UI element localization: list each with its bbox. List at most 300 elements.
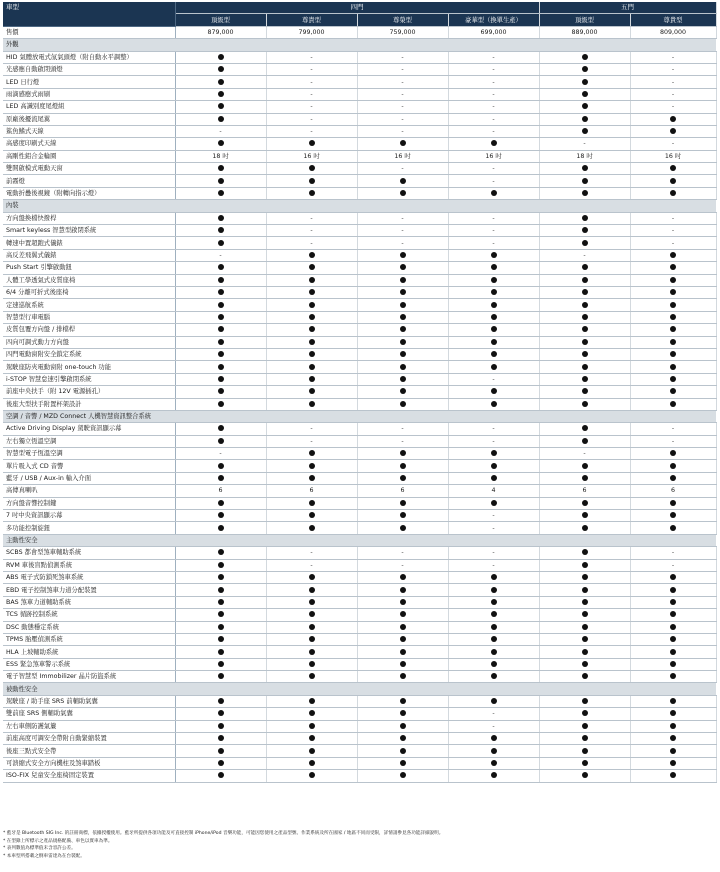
standard-feature-cell bbox=[539, 76, 630, 88]
model-label: 車型 bbox=[3, 2, 175, 26]
standard-dot-icon bbox=[670, 165, 676, 171]
standard-dot-icon bbox=[582, 760, 588, 766]
dash-mark: - bbox=[671, 425, 675, 433]
not-available-cell bbox=[448, 163, 539, 175]
standard-dot-icon bbox=[400, 661, 406, 667]
standard-feature-cell bbox=[357, 324, 448, 336]
standard-feature-cell bbox=[357, 745, 448, 757]
standard-dot-icon bbox=[670, 673, 676, 679]
standard-feature-cell bbox=[448, 571, 539, 583]
standard-feature-cell bbox=[175, 745, 266, 757]
standard-feature-cell bbox=[448, 733, 539, 745]
standard-dot-icon bbox=[309, 748, 315, 754]
standard-feature-cell bbox=[539, 770, 630, 782]
standard-feature-cell bbox=[630, 274, 716, 286]
standard-feature-cell bbox=[357, 708, 448, 720]
standard-feature-cell bbox=[175, 286, 266, 298]
feature-label: i-STOP 智慧怠速引擎啟閉系統 bbox=[3, 373, 175, 385]
standard-dot-icon bbox=[400, 760, 406, 766]
standard-feature-cell bbox=[448, 596, 539, 608]
dash-mark: - bbox=[492, 53, 495, 61]
dash-mark: - bbox=[310, 53, 313, 61]
standard-dot-icon bbox=[582, 326, 588, 332]
feature-row bbox=[3, 51, 716, 63]
standard-dot-icon bbox=[400, 525, 406, 531]
dash-mark: - bbox=[671, 437, 675, 445]
dash-mark: - bbox=[492, 425, 495, 433]
standard-dot-icon bbox=[582, 165, 588, 171]
spec-value-cell: 6 bbox=[266, 485, 357, 497]
not-available-cell bbox=[448, 225, 539, 237]
standard-dot-icon bbox=[400, 512, 406, 518]
standard-feature-cell bbox=[630, 299, 716, 311]
standard-feature-cell bbox=[175, 621, 266, 633]
standard-feature-cell bbox=[266, 720, 357, 732]
standard-dot-icon bbox=[582, 636, 588, 642]
standard-dot-icon bbox=[582, 562, 588, 568]
not-available-cell bbox=[448, 125, 539, 137]
not-available-cell bbox=[357, 423, 448, 435]
feature-label: 單片吸入式 CD 音響 bbox=[3, 460, 175, 472]
not-available-cell bbox=[448, 76, 539, 88]
dash-mark: - bbox=[401, 53, 404, 61]
not-available-cell bbox=[448, 113, 539, 125]
dash-mark: - bbox=[671, 90, 675, 98]
not-available-cell bbox=[448, 212, 539, 224]
dash-mark: - bbox=[671, 549, 675, 557]
standard-dot-icon bbox=[582, 710, 588, 716]
standard-dot-icon bbox=[400, 289, 406, 295]
standard-feature-cell bbox=[266, 757, 357, 769]
standard-feature-cell bbox=[539, 113, 630, 125]
standard-feature-cell bbox=[175, 472, 266, 484]
standard-feature-cell bbox=[539, 522, 630, 534]
standard-feature-cell bbox=[448, 770, 539, 782]
standard-dot-icon bbox=[218, 760, 224, 766]
standard-feature-cell bbox=[539, 101, 630, 113]
dash-mark: - bbox=[492, 90, 495, 98]
feature-label: 智慧型電子恆溫空調 bbox=[3, 448, 175, 460]
standard-dot-icon bbox=[582, 240, 588, 246]
standard-dot-icon bbox=[218, 264, 224, 270]
standard-feature-cell bbox=[539, 274, 630, 286]
standard-feature-cell bbox=[539, 745, 630, 757]
standard-dot-icon bbox=[491, 748, 497, 754]
standard-feature-cell bbox=[539, 460, 630, 472]
feature-row bbox=[3, 125, 716, 137]
standard-feature-cell bbox=[175, 336, 266, 348]
standard-dot-icon bbox=[491, 264, 497, 270]
feature-row bbox=[3, 63, 716, 75]
standard-dot-icon bbox=[670, 624, 676, 630]
standard-feature-cell bbox=[266, 522, 357, 534]
not-available-cell bbox=[448, 435, 539, 447]
not-available-cell bbox=[448, 88, 539, 100]
standard-dot-icon bbox=[582, 289, 588, 295]
standard-feature-cell bbox=[357, 187, 448, 199]
feature-label: 左右車側防護氣簾 bbox=[3, 720, 175, 732]
standard-dot-icon bbox=[309, 190, 315, 196]
section-header bbox=[3, 410, 716, 422]
standard-feature-cell bbox=[175, 720, 266, 732]
feature-label: 方向盤音響控制鍵 bbox=[3, 497, 175, 509]
standard-feature-cell bbox=[539, 262, 630, 274]
standard-feature-cell bbox=[630, 336, 716, 348]
standard-dot-icon bbox=[491, 624, 497, 630]
standard-feature-cell bbox=[448, 497, 539, 509]
feature-row bbox=[3, 646, 716, 658]
standard-feature-cell bbox=[630, 733, 716, 745]
price-value: 759,000 bbox=[357, 26, 448, 38]
standard-dot-icon bbox=[309, 735, 315, 741]
dash-mark: - bbox=[310, 115, 313, 123]
standard-feature-cell bbox=[266, 448, 357, 460]
feature-row bbox=[3, 621, 716, 633]
dash-mark: - bbox=[219, 128, 222, 136]
standard-feature-cell bbox=[266, 770, 357, 782]
standard-dot-icon bbox=[582, 624, 588, 630]
dash-mark: - bbox=[671, 103, 675, 111]
standard-dot-icon bbox=[218, 314, 224, 320]
standard-feature-cell bbox=[175, 88, 266, 100]
price-value: 809,000 bbox=[630, 26, 716, 38]
standard-dot-icon bbox=[400, 698, 406, 704]
feature-label: ABS 電子式防鎖死煞車系統 bbox=[3, 571, 175, 583]
not-available-cell bbox=[448, 522, 539, 534]
standard-feature-cell bbox=[266, 336, 357, 348]
standard-dot-icon bbox=[400, 314, 406, 320]
standard-feature-cell bbox=[175, 547, 266, 559]
feature-label: 高剛性鋁合金輪圈 bbox=[3, 150, 175, 162]
not-available-cell bbox=[539, 448, 630, 460]
standard-dot-icon bbox=[218, 140, 224, 146]
standard-feature-cell bbox=[630, 671, 716, 683]
standard-dot-icon bbox=[400, 723, 406, 729]
standard-feature-cell bbox=[357, 175, 448, 187]
price-value: 889,000 bbox=[539, 26, 630, 38]
standard-feature-cell bbox=[357, 733, 448, 745]
standard-feature-cell bbox=[266, 163, 357, 175]
standard-dot-icon bbox=[670, 636, 676, 642]
feature-label: 電子智慧型 Immobilizer 晶片防盜系統 bbox=[3, 671, 175, 683]
feature-row bbox=[3, 695, 716, 707]
not-available-cell bbox=[448, 510, 539, 522]
standard-dot-icon bbox=[309, 525, 315, 531]
standard-feature-cell bbox=[539, 51, 630, 63]
feature-row bbox=[3, 348, 716, 360]
standard-feature-cell bbox=[630, 497, 716, 509]
standard-feature-cell bbox=[266, 274, 357, 286]
standard-dot-icon bbox=[218, 624, 224, 630]
feature-row bbox=[3, 423, 716, 435]
price-value: 799,000 bbox=[266, 26, 357, 38]
standard-feature-cell bbox=[357, 348, 448, 360]
standard-feature-cell bbox=[630, 658, 716, 670]
standard-dot-icon bbox=[582, 599, 588, 605]
spec-value-cell: 16 吋 bbox=[266, 150, 357, 162]
dash-mark: - bbox=[492, 722, 495, 730]
feature-label: 高感度印刷式天線 bbox=[3, 138, 175, 150]
not-available-cell bbox=[448, 373, 539, 385]
standard-feature-cell bbox=[448, 646, 539, 658]
standard-feature-cell bbox=[175, 299, 266, 311]
dash-mark: - bbox=[219, 450, 222, 458]
standard-feature-cell bbox=[448, 658, 539, 670]
standard-feature-cell bbox=[630, 522, 716, 534]
standard-dot-icon bbox=[670, 599, 676, 605]
feature-row bbox=[3, 596, 716, 608]
standard-dot-icon bbox=[670, 289, 676, 295]
standard-dot-icon bbox=[582, 475, 588, 481]
feature-row bbox=[3, 522, 716, 534]
not-available-cell bbox=[357, 163, 448, 175]
standard-feature-cell bbox=[175, 658, 266, 670]
standard-dot-icon bbox=[670, 264, 676, 270]
standard-dot-icon bbox=[309, 326, 315, 332]
standard-feature-cell bbox=[448, 311, 539, 323]
standard-feature-cell bbox=[175, 671, 266, 683]
standard-dot-icon bbox=[309, 649, 315, 655]
feature-row bbox=[3, 311, 716, 323]
standard-feature-cell bbox=[630, 460, 716, 472]
standard-feature-cell bbox=[630, 720, 716, 732]
standard-feature-cell bbox=[357, 286, 448, 298]
standard-dot-icon bbox=[309, 500, 315, 506]
standard-dot-icon bbox=[218, 79, 224, 85]
standard-dot-icon bbox=[400, 587, 406, 593]
not-available-cell bbox=[175, 249, 266, 261]
standard-feature-cell bbox=[448, 621, 539, 633]
standard-dot-icon bbox=[670, 178, 676, 184]
standard-dot-icon bbox=[582, 364, 588, 370]
standard-feature-cell bbox=[448, 336, 539, 348]
feature-label: 駕駛座 / 助手座 SRS 前輔助氣囊 bbox=[3, 695, 175, 707]
standard-dot-icon bbox=[582, 500, 588, 506]
feature-label: RVM 車後盲點偵測系統 bbox=[3, 559, 175, 571]
standard-dot-icon bbox=[491, 587, 497, 593]
standard-feature-cell bbox=[357, 658, 448, 670]
standard-dot-icon bbox=[670, 661, 676, 667]
standard-dot-icon bbox=[400, 190, 406, 196]
feature-row bbox=[3, 187, 716, 199]
standard-feature-cell bbox=[357, 621, 448, 633]
standard-dot-icon bbox=[218, 525, 224, 531]
standard-feature-cell bbox=[175, 101, 266, 113]
standard-dot-icon bbox=[400, 500, 406, 506]
feature-row bbox=[3, 497, 716, 509]
standard-dot-icon bbox=[218, 425, 224, 431]
standard-dot-icon bbox=[582, 54, 588, 60]
standard-dot-icon bbox=[491, 611, 497, 617]
standard-feature-cell bbox=[448, 274, 539, 286]
standard-dot-icon bbox=[670, 500, 676, 506]
standard-dot-icon bbox=[582, 673, 588, 679]
feature-label: 鯊魚鰭式天線 bbox=[3, 125, 175, 137]
standard-feature-cell bbox=[175, 311, 266, 323]
dash-mark: - bbox=[492, 561, 495, 569]
standard-feature-cell bbox=[448, 671, 539, 683]
standard-dot-icon bbox=[670, 252, 676, 258]
feature-row bbox=[3, 88, 716, 100]
standard-feature-cell bbox=[448, 584, 539, 596]
standard-feature-cell bbox=[539, 237, 630, 249]
trim-header: 頂級型 bbox=[539, 14, 630, 26]
feature-label: Active Driving Display 駕駛資訊顯示幕 bbox=[3, 423, 175, 435]
standard-feature-cell bbox=[630, 311, 716, 323]
standard-dot-icon bbox=[400, 450, 406, 456]
standard-dot-icon bbox=[309, 339, 315, 345]
standard-dot-icon bbox=[491, 500, 497, 506]
standard-feature-cell bbox=[630, 633, 716, 645]
not-available-cell bbox=[357, 101, 448, 113]
standard-dot-icon bbox=[670, 364, 676, 370]
feature-row bbox=[3, 237, 716, 249]
feature-label: Push Start 引擎啟動鈕 bbox=[3, 262, 175, 274]
standard-dot-icon bbox=[309, 351, 315, 357]
standard-feature-cell bbox=[539, 348, 630, 360]
dash-mark: - bbox=[310, 90, 313, 98]
standard-feature-cell bbox=[266, 249, 357, 261]
dash-mark: - bbox=[492, 549, 495, 557]
standard-dot-icon bbox=[218, 649, 224, 655]
standard-dot-icon bbox=[400, 339, 406, 345]
feature-row bbox=[3, 757, 716, 769]
standard-feature-cell bbox=[175, 571, 266, 583]
standard-dot-icon bbox=[582, 512, 588, 518]
not-available-cell bbox=[175, 448, 266, 460]
feature-label: TPMS 胎壓偵測系統 bbox=[3, 633, 175, 645]
standard-feature-cell bbox=[266, 386, 357, 398]
standard-feature-cell bbox=[630, 348, 716, 360]
feature-label: 後座大型扶手附置杯架設計 bbox=[3, 398, 175, 410]
not-available-cell bbox=[266, 88, 357, 100]
dash-mark: - bbox=[401, 437, 404, 445]
spec-value-cell: 6 bbox=[357, 485, 448, 497]
spec-value-cell: 6 bbox=[630, 485, 716, 497]
feature-label: SCBS 都會型煞車輔助系統 bbox=[3, 547, 175, 559]
not-available-cell bbox=[357, 225, 448, 237]
standard-feature-cell bbox=[266, 621, 357, 633]
standard-dot-icon bbox=[218, 326, 224, 332]
standard-dot-icon bbox=[491, 772, 497, 778]
standard-feature-cell bbox=[448, 299, 539, 311]
standard-dot-icon bbox=[218, 710, 224, 716]
standard-dot-icon bbox=[218, 438, 224, 444]
dash-mark: - bbox=[401, 128, 404, 136]
standard-feature-cell bbox=[539, 472, 630, 484]
feature-label: HLA 上坡輔助系統 bbox=[3, 646, 175, 658]
feature-label: BAS 煞車力道輔助系統 bbox=[3, 596, 175, 608]
dash-mark: - bbox=[219, 252, 222, 259]
not-available-cell bbox=[266, 51, 357, 63]
standard-dot-icon bbox=[670, 314, 676, 320]
standard-dot-icon bbox=[400, 649, 406, 655]
feature-row bbox=[3, 720, 716, 732]
spec-value-cell: 18 吋 bbox=[175, 150, 266, 162]
standard-dot-icon bbox=[218, 302, 224, 308]
standard-dot-icon bbox=[582, 438, 588, 444]
standard-dot-icon bbox=[218, 673, 224, 679]
standard-feature-cell bbox=[539, 695, 630, 707]
standard-dot-icon bbox=[309, 289, 315, 295]
standard-dot-icon bbox=[491, 574, 497, 580]
standard-feature-cell bbox=[539, 658, 630, 670]
not-available-cell bbox=[357, 212, 448, 224]
standard-feature-cell bbox=[357, 448, 448, 460]
feature-label: 後座三點式安全帶 bbox=[3, 745, 175, 757]
not-available-cell bbox=[448, 51, 539, 63]
standard-feature-cell bbox=[357, 584, 448, 596]
standard-dot-icon bbox=[309, 475, 315, 481]
feature-row bbox=[3, 559, 716, 571]
standard-dot-icon bbox=[670, 760, 676, 766]
not-available-cell bbox=[630, 101, 716, 113]
standard-dot-icon bbox=[218, 215, 224, 221]
standard-feature-cell bbox=[357, 262, 448, 274]
standard-feature-cell bbox=[175, 708, 266, 720]
dash-mark: - bbox=[671, 78, 675, 86]
not-available-cell bbox=[448, 175, 539, 187]
spec-value-cell: 16 吋 bbox=[448, 150, 539, 162]
standard-feature-cell bbox=[357, 720, 448, 732]
dash-mark: - bbox=[310, 103, 313, 111]
standard-dot-icon bbox=[400, 710, 406, 716]
feature-label: 光感應自動啟閉頭燈 bbox=[3, 63, 175, 75]
standard-feature-cell bbox=[448, 361, 539, 373]
standard-dot-icon bbox=[670, 128, 676, 134]
feature-label: 定速巡航系統 bbox=[3, 299, 175, 311]
spec-value-cell: 16 吋 bbox=[357, 150, 448, 162]
dash-mark: - bbox=[492, 177, 495, 185]
feature-row bbox=[3, 212, 716, 224]
standard-dot-icon bbox=[218, 512, 224, 518]
standard-dot-icon bbox=[670, 302, 676, 308]
dash-mark: - bbox=[310, 227, 313, 235]
standard-feature-cell bbox=[539, 163, 630, 175]
spec-table-body bbox=[3, 2, 716, 782]
standard-dot-icon bbox=[582, 574, 588, 580]
standard-dot-icon bbox=[582, 339, 588, 345]
dash-mark: - bbox=[310, 425, 313, 433]
standard-dot-icon bbox=[309, 611, 315, 617]
feature-row bbox=[3, 324, 716, 336]
standard-feature-cell bbox=[357, 571, 448, 583]
standard-dot-icon bbox=[400, 401, 406, 407]
standard-dot-icon bbox=[491, 401, 497, 407]
standard-dot-icon bbox=[582, 698, 588, 704]
standard-feature-cell bbox=[630, 757, 716, 769]
standard-dot-icon bbox=[309, 599, 315, 605]
standard-dot-icon bbox=[218, 277, 224, 283]
standard-feature-cell bbox=[539, 125, 630, 137]
feature-label: 多功能控制旋鈕 bbox=[3, 522, 175, 534]
standard-dot-icon bbox=[218, 772, 224, 778]
standard-dot-icon bbox=[218, 339, 224, 345]
standard-feature-cell bbox=[175, 348, 266, 360]
standard-feature-cell bbox=[630, 596, 716, 608]
standard-feature-cell bbox=[630, 373, 716, 385]
trim-header: 尊貴型 bbox=[266, 14, 357, 26]
standard-feature-cell bbox=[266, 497, 357, 509]
standard-feature-cell bbox=[266, 175, 357, 187]
standard-dot-icon bbox=[400, 463, 406, 469]
standard-dot-icon bbox=[582, 351, 588, 357]
standard-dot-icon bbox=[582, 401, 588, 407]
spec-table bbox=[3, 2, 717, 783]
feature-row bbox=[3, 101, 716, 113]
standard-dot-icon bbox=[218, 500, 224, 506]
standard-dot-icon bbox=[670, 611, 676, 617]
